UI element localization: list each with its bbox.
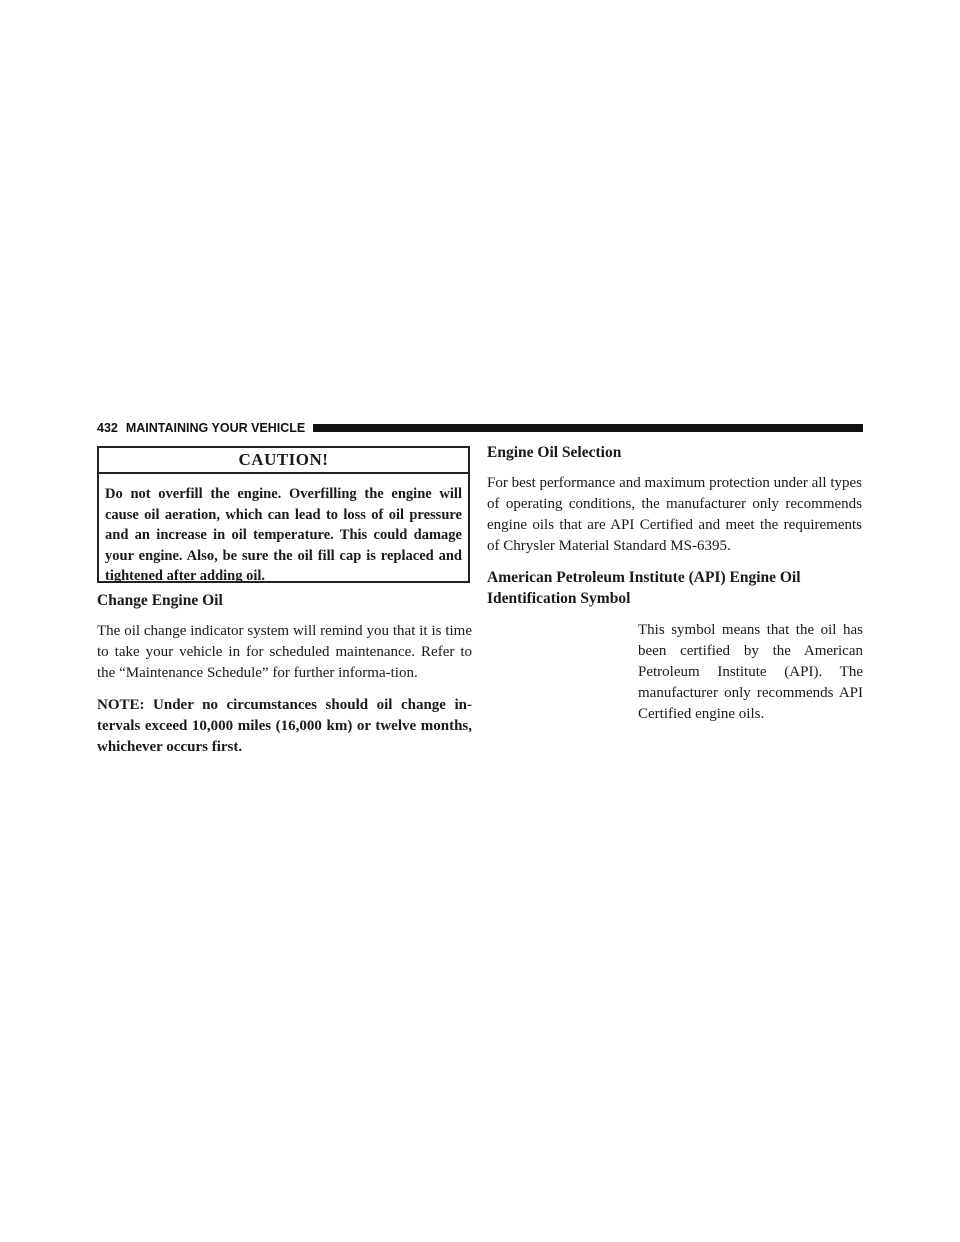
api-symbol-image [487, 620, 627, 730]
change-oil-paragraph: The oil change indicator system will remind you that it is time to take your vehicle in for scheduled maintenance. Refer to the “Maintenance Schedule” for further informa-tion. [97, 623, 472, 681]
api-paragraph: This symbol means that the oil has been certified by the American Petroleum Institute (API). The manufacturer only recommends API Certified engine oils. [638, 622, 863, 722]
change-oil-note: NOTE: Under no circumstances should oil change in-tervals exceed 10,000 miles (16,000 km) or twelve months, whichever occurs first. [97, 697, 472, 755]
left-column [97, 590, 472, 758]
caution-title: CAUTION! [99, 448, 468, 474]
oil-selection-heading: Engine Oil Selection [487, 444, 622, 461]
caution-box [97, 446, 470, 583]
api-section [487, 620, 862, 736]
oil-selection-paragraph: For best performance and maximum protection under all types of operating conditions, the manufacturer only recommends engine oils that are API Certified and meet the requirements of Chrysler Material Standard MS-6395. [487, 475, 862, 554]
api-heading: American Petroleum Institute (API) Engine Oil Identification Symbol [487, 569, 801, 607]
page-number: 432 [97, 421, 118, 435]
header-rule [313, 424, 863, 432]
page-header [97, 419, 863, 437]
caution-text: Do not overfill the engine. Overfilling the engine will cause oil aeration, which can lead to loss of oil pressure and an increase in oil temperature. This could damage your engine. Also, be sure the oil fill cap is replaced and tightened after adding oil. [105, 486, 462, 584]
section-title: MAINTAINING YOUR VEHICLE [125, 421, 306, 435]
right-column [487, 442, 862, 736]
change-oil-heading: Change Engine Oil [97, 592, 223, 609]
